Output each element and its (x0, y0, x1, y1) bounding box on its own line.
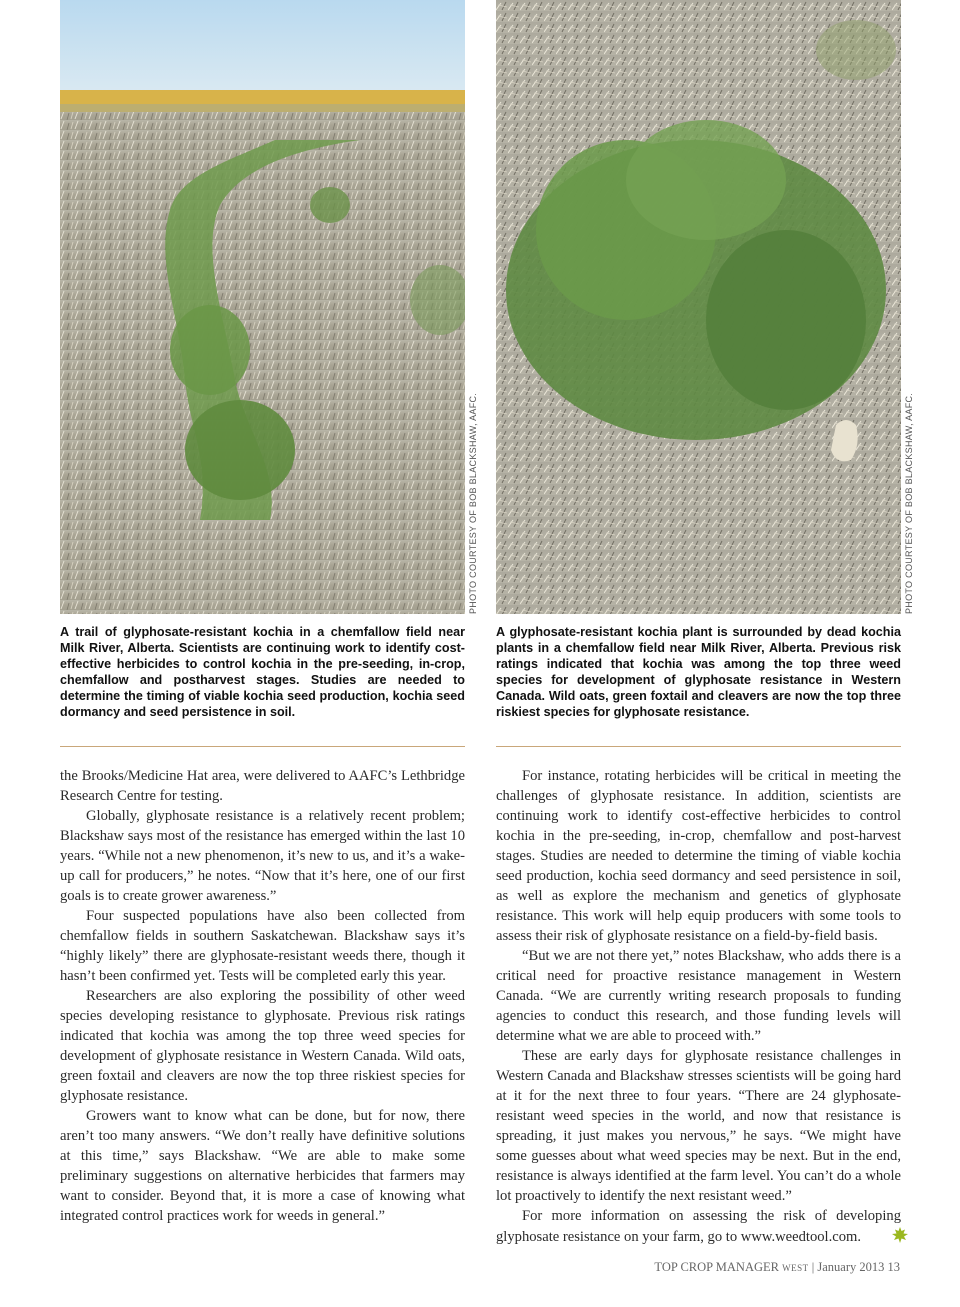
page-footer (654, 1260, 900, 1275)
photo-credit-right: PHOTO COURTESY OF BOB BLACKSHAW, AAFC. (904, 392, 914, 614)
photo-kochia-trail (60, 0, 465, 614)
article-paragraph: Researchers are also exploring the possibility of other weed species developing resistance to glyphosate. Previous risk ratings indicated that kochia was among the top three weed species for development of glyphosate resistance in Western Canada. Wild oats, green foxtail and cleavers are now the top three riskiest species for glyphosate resistance. (60, 988, 465, 1104)
closing-sentence: For more information on assessing the risk of developing glyphosate resistance on your farm, go to www.weedtool.com. (496, 1208, 901, 1245)
kochia-plant-image (496, 0, 901, 614)
article-paragraph: “But we are not there yet,” notes Blackshaw, who adds there is a critical need for proactive resistance management in Western Canada. “We are currently writing research proposals to funding agencies to conduct this research, and those funding levels will determine what we are able to proceed with.” (496, 948, 901, 1044)
end-of-article-leaf-icon (865, 1226, 883, 1244)
article-column-right (496, 766, 901, 1247)
magazine-title: TOP CROP MANAGER (654, 1260, 779, 1274)
article-paragraph: Four suspected populations have also been collected from chemfallow fields in southern Saskatchewan. Blackshaw says it’s “highly likely” there are glyphosate-resistant weeds there, though it hasn’t been confirmed yet. Tests will be completed early this year. (60, 908, 465, 984)
photo-caption-right: A glyphosate-resistant kochia plant is surrounded by dead kochia plants in a chemfallow field near Milk River, Alberta. Previous risk ratings indicated that kochia was among the top three weed species for development of glyphosate resistance in Western Canada. Wild oats, green foxtail and cleavers are now the top three riskiest species for glyphosate resistance. (496, 625, 901, 719)
kochia-trail-image (60, 0, 465, 614)
footer-separator: | (811, 1260, 815, 1274)
article-paragraph: For instance, rotating herbicides will be critical in meeting the challenges of glyphosate resistance. In addition, scientists are continuing work to identify cost-effective herbicides to control kochia in the pre-seeding, in-crop, chemfallow and post-harvest stages. Studies are needed to determine the timing of viable kochia seed production, kochia seed dormancy and seed persistence in soil, as well as explore the mechanism and genetics of glyphosate resistance. This work will help equip producers with some tools to assess their risk of glyphosate resistance on a field-by-field basis. (496, 768, 901, 944)
caption-divider-left (60, 746, 465, 747)
magazine-edition: WEST (782, 1263, 809, 1273)
photo-kochia-plant (496, 0, 901, 614)
article-paragraph: the Brooks/Medicine Hat area, were delivered to AAFC’s Lethbridge Research Centre for testing. (60, 768, 465, 804)
article-paragraph-final (496, 1206, 901, 1247)
article-paragraph: Growers want to know what can be done, but for now, there aren’t too many answers. “We don’t really have definitive solutions at this time,” says Blackshaw. “We are able to make some preliminary suggestions on alternative herbicides that farmers may want to consider. Beyond that, it is more a case of knowing what integrated control practices work for weeds in general.” (60, 1108, 465, 1224)
photo-credit-left: PHOTO COURTESY OF BOB BLACKSHAW, AAFC. (468, 392, 478, 614)
article-column-left (60, 766, 465, 1226)
article-paragraph: Globally, glyphosate resistance is a relatively recent problem; Blackshaw says most of the resistance has emerged within the last 10 years. “While not a new phenomenon, it’s new to us, and it’s a wake-up call for producers,” he notes. “Now that it’s here, one of our first goals is to create grower awareness.” (60, 808, 465, 904)
issue-date: January 2013 (817, 1260, 885, 1274)
article-paragraph: These are early days for glyphosate resistance challenges in Western Canada and Blackshaw stresses scientists will be going hard at it for the next three to four years. “There are 24 glyphosate-resistant weed species in the world, and now that resistance is spreading, it just makes you nervous,” he says. “We might have some guesses about what weed species may be next. But in the end, resistance is always identified at the farm level. You can’t do a whole lot proactively to identify the next resistant weed.” (496, 1048, 901, 1204)
page-number: 13 (887, 1260, 900, 1274)
caption-divider-right (496, 746, 901, 747)
photo-caption-left: A trail of glyphosate-resistant kochia in a chemfallow field near Milk River, Alberta. Scientists are continuing work to identify cost-effective herbicides to control kochia in the pre-seeding, in-crop, chemfallow and postharvest stages. Studies are needed to determine the timing of viable kochia seed production, kochia seed dormancy and seed persistence in soil. (60, 625, 465, 719)
